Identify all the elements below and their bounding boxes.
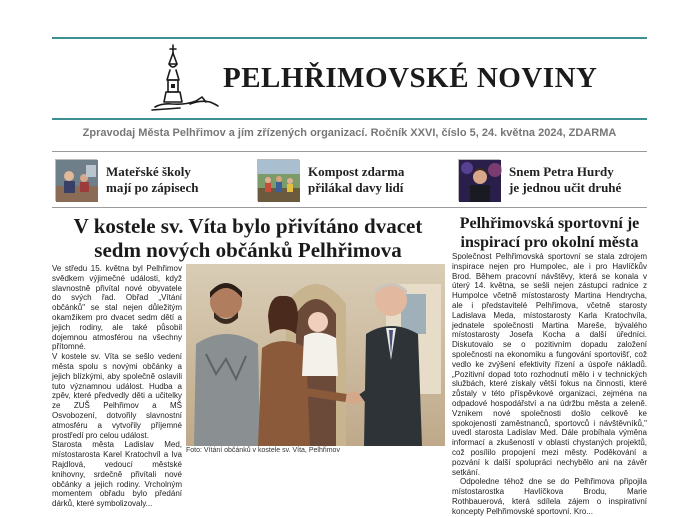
church-tower-logo xyxy=(150,44,220,112)
teaser-petr-hurda-title xyxy=(509,164,621,196)
teaser-kindergartens-line-2: mají po zápisech xyxy=(106,180,199,195)
teaser-petr-hurda[interactable] xyxy=(458,157,621,203)
main-article-headline xyxy=(52,214,444,262)
main-article-paragraph-1: Ve středu 15. května byl Pelhřimov svědkem výjimečné události, když slavnostně přivítal nové obyvatele do svých řad. Obřad „Vítání občánků" se stal nejen důležitým okamžikem pro dvacet sedm dětí a jejich rodiny, ale také působil dojemnou atmosférou na všechny přítomné. xyxy=(52,264,182,352)
main-article-headline-line-2: sedm nových občánků Pelhřimova xyxy=(94,238,402,262)
teaser-rule xyxy=(52,207,647,208)
teaser-kindergartens[interactable] xyxy=(55,157,198,203)
teaser-compost-line-1: Kompost zdarma xyxy=(308,164,405,179)
masthead-rule xyxy=(52,118,647,120)
main-article-headline-line-1: V kostele sv. Víta bylo přivítáno dvacet xyxy=(73,214,423,238)
main-article-photo xyxy=(186,264,445,446)
main-article-photo-caption: Foto: Vítání občánků v kostele sv. Víta, Pelhřimov xyxy=(186,447,340,454)
teaser-kindergartens-title xyxy=(106,164,198,196)
side-article-headline xyxy=(452,214,647,252)
side-article-body xyxy=(452,252,647,516)
side-article-headline-line-1: Pelhřimovská sportovní je xyxy=(459,215,640,232)
main-article-body xyxy=(52,264,182,509)
main-article-paragraph-3: Starosta města Ladislav Med, místostarosta Karel Kratochvíl a Iva Rajdlová, vedoucí městské knihovny, srdečně přivítali nové občánky a jejich rodiny. Vrcholným momentem obřadu bylo předání dárků, které symbolizovaly... xyxy=(52,440,182,509)
teaser-compost-title xyxy=(308,164,404,196)
teaser-compost-line-2: přilákal davy lidí xyxy=(308,180,404,195)
teaser-kindergartens-line-1: Mateřské školy xyxy=(106,164,191,179)
issue-info: Zpravodaj Města Pelhřimov a jím zřízených organizací. Ročník XXVI, číslo 5, 24. května 2024, ZDARMA xyxy=(82,127,617,139)
side-article-paragraph-1: Společnost Pelhřimovská sportovní se stala zdrojem inspirace nejen pro Humpolec, ale i pro Havlíčkův Brod. Během pracovní návštěvy, která se konala v úterý 14. května, se sešli nejen zástupci radnice z Humpolce včetně místostarosty Martina Hendrycha, ale i představitelé Pelhřimova, včetně starosty Ladislava Meda, místostarosty Karla Kratochvíla, jednatele společnosti Martina Mareše, bývalého místostarosty Josefa Kocha a další úředníci. Diskutovalo se o pozitivním dopadu založení společnosti na ekonomiku a fungování sportovišť, což vedlo ke zvýšení efektivity řízení a úspoře nákladů. „Pozitivní dopad toto rozhodnutí mělo i v technických službách, které získaly větší fokus na činnosti, které zůstaly v této příspěvkové organizaci, zejména na odpadové hospodářství a na údržbu města a zeleně. Vznikem nové společnosti došlo celkově ke spokojenosti zaměstnanců, sportovců i návštěvníků," uvedl starosta Ladislav Med. Dále probíhala výměna informací a zkušeností v oblasti chystaných projektů, což posílilo propojení mezi městy. Poděkování a pozvání k další spolupráci nechybělo ani na závěr setkání. xyxy=(452,252,647,477)
side-article-paragraph-2: Odpoledne téhož dne se do Pelhřimova připojila místostarostka Havlíčkova Brodu, Marie Rothbauerová, která sdílela zájem o inspirativní koncepty Pelhřimovské sportovní. Kro... xyxy=(452,477,647,516)
subline-rule xyxy=(52,151,647,152)
teaser-kindergartens-photo xyxy=(55,159,97,201)
teaser-petr-hurda-line-2: je jednou učit druhé xyxy=(509,180,622,195)
teaser-petr-hurda-line-1: Snem Petra Hurdy xyxy=(509,164,614,179)
main-article-paragraph-2: V kostele sv. Víta se sešlo vedení města spolu s novými občánky a jejich blízkými, aby společně oslavili tuto významnou událost. Hudba a zpěv, které předvedly děti a učitelky ze ZUŠ Pelhřimov a MŠ Osvobození, dotvořily slavnostní atmosféru a vytvořily příjemné prostředí pro celou událost. xyxy=(52,352,182,440)
side-article-headline-line-2: inspirací pro okolní města xyxy=(460,234,639,251)
top-rule xyxy=(52,37,647,39)
teaser-compost-photo xyxy=(257,159,299,201)
teaser-petr-hurda-photo xyxy=(458,159,500,201)
teaser-compost[interactable] xyxy=(257,157,404,203)
newspaper-title: PELHŘIMOVSKÉ NOVINY xyxy=(223,62,598,94)
